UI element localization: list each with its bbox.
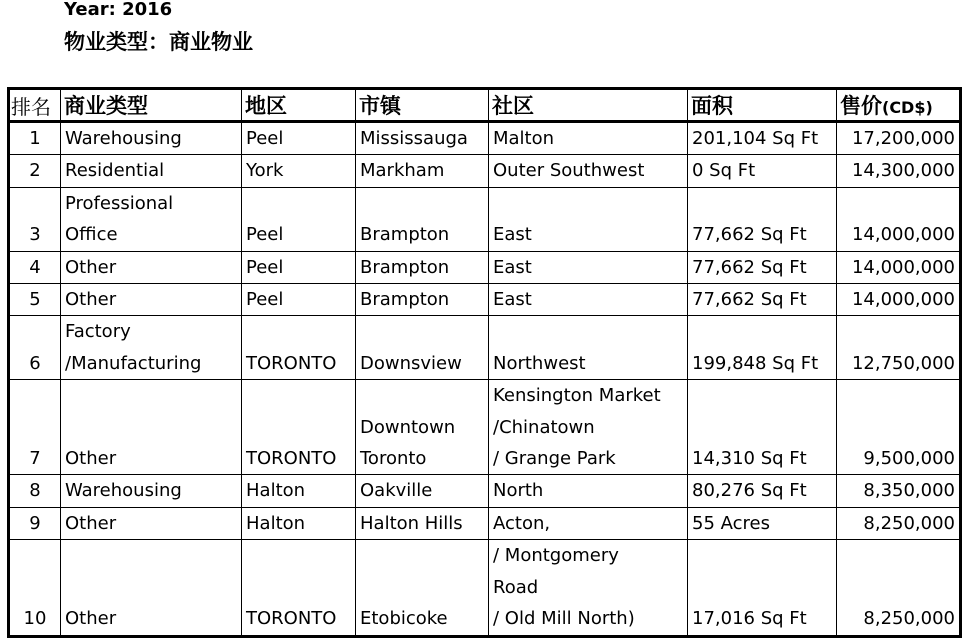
community-cell <box>489 380 688 475</box>
price-cell: 17,200,000 <box>837 122 961 155</box>
area-cell: 77,662 Sq Ft <box>688 187 837 251</box>
community-cell-line: Kensington Market <box>493 385 661 407</box>
community-cell <box>489 507 688 539</box>
town-cell <box>356 187 489 251</box>
community-cell <box>489 155 688 187</box>
price-cell: 8,250,000 <box>837 540 961 636</box>
region-cell: Peel <box>242 187 356 251</box>
business-type-cell-line: Other <box>65 256 117 278</box>
town-cell <box>356 284 489 316</box>
business-type-cell <box>61 284 242 316</box>
town-cell-line: Mississauga <box>360 128 468 149</box>
region-cell: Peel <box>242 284 356 316</box>
business-type-cell-line: Warehousing <box>65 480 182 502</box>
town-cell <box>356 507 489 539</box>
business-type-cell-line: Office <box>65 224 118 246</box>
rank-cell: 2 <box>9 155 61 187</box>
town-cell <box>356 475 489 507</box>
community-cell <box>489 316 688 380</box>
community-cell-line: Outer Southwest <box>493 160 645 182</box>
area-cell: 199,848 Sq Ft <box>688 316 837 380</box>
price-cell: 14,000,000 <box>837 251 961 283</box>
rank-cell: 9 <box>9 507 61 539</box>
town-cell-line: Downsview <box>360 352 462 374</box>
town-cell <box>356 155 489 187</box>
region-cell: York <box>242 155 356 187</box>
town-cell <box>356 251 489 283</box>
community-cell-line: Acton, <box>493 512 551 534</box>
table-row <box>9 507 961 539</box>
table-row <box>9 187 961 251</box>
price-cell: 14,000,000 <box>837 187 961 251</box>
town-cell-line: Halton Hills <box>360 512 463 534</box>
area-cell: 77,662 Sq Ft <box>688 251 837 283</box>
community-cell <box>489 475 688 507</box>
community-cell <box>489 284 688 316</box>
table-row <box>9 155 961 187</box>
business-type-cell-line: Factory <box>65 321 131 343</box>
town-cell-line: Downtown <box>360 416 456 438</box>
rank-cell: 1 <box>9 122 61 155</box>
community-cell <box>489 540 688 636</box>
business-type-cell-line: /Manufacturing <box>65 352 202 374</box>
town-cell-line: Toronto <box>360 448 427 470</box>
rank-cell: 6 <box>9 316 61 380</box>
table-header-row <box>9 89 961 122</box>
area-cell: 55 Acres <box>688 507 837 539</box>
column-header-rank: 排名 <box>9 89 61 122</box>
town-cell <box>356 122 489 155</box>
business-type-cell <box>61 540 242 636</box>
commercial-property-sales-table <box>7 87 962 638</box>
community-cell-line: East <box>493 224 532 246</box>
area-cell: 77,662 Sq Ft <box>688 284 837 316</box>
business-type-cell <box>61 122 242 155</box>
business-type-cell <box>61 380 242 475</box>
town-cell-line: Brampton <box>360 289 450 311</box>
town-cell-line: Oakville <box>360 480 433 502</box>
column-header-price <box>837 89 961 122</box>
community-cell-line: East <box>493 289 532 311</box>
rank-cell: 3 <box>9 187 61 251</box>
region-cell: Halton <box>242 475 356 507</box>
rank-cell: 4 <box>9 251 61 283</box>
community-cell-line: / Grange Park <box>493 448 616 470</box>
price-cell: 12,750,000 <box>837 316 961 380</box>
business-type-cell-line: Warehousing <box>65 128 182 149</box>
community-cell-line: North <box>493 480 544 502</box>
business-type-cell <box>61 187 242 251</box>
town-cell <box>356 380 489 475</box>
table-row <box>9 316 961 380</box>
rank-cell: 7 <box>9 380 61 475</box>
year-heading: Year: 2016 <box>64 0 173 20</box>
region-cell: Peel <box>242 251 356 283</box>
business-type-cell-line: Other <box>65 448 117 470</box>
business-type-cell <box>61 475 242 507</box>
business-type-cell-line: Other <box>65 512 117 534</box>
region-cell: Peel <box>242 122 356 155</box>
price-cell: 9,500,000 <box>837 380 961 475</box>
column-header-area: 面积 <box>688 89 837 122</box>
community-cell <box>489 122 688 155</box>
community-cell <box>489 187 688 251</box>
region-cell: TORONTO <box>242 316 356 380</box>
community-cell <box>489 251 688 283</box>
region-cell: TORONTO <box>242 540 356 636</box>
area-cell: 0 Sq Ft <box>688 155 837 187</box>
price-cell: 8,350,000 <box>837 475 961 507</box>
town-cell-line: Etobicoke <box>360 608 448 630</box>
business-type-cell-line: Other <box>65 608 117 630</box>
business-type-cell <box>61 155 242 187</box>
community-cell-line: /Chinatown <box>493 416 595 438</box>
community-cell-line: / Montgomery <box>493 545 619 567</box>
table-row <box>9 284 961 316</box>
rank-cell: 8 <box>9 475 61 507</box>
town-cell-line: Brampton <box>360 224 450 246</box>
rank-cell: 5 <box>9 284 61 316</box>
region-cell: TORONTO <box>242 380 356 475</box>
price-cell: 8,250,000 <box>837 507 961 539</box>
column-header-business-type: 商业类型 <box>61 89 242 122</box>
community-cell-line: Northwest <box>493 352 586 374</box>
community-cell-line: East <box>493 256 532 278</box>
column-header-region: 地区 <box>242 89 356 122</box>
business-type-cell <box>61 507 242 539</box>
area-cell: 14,310 Sq Ft <box>688 380 837 475</box>
price-currency-unit: (CD$) <box>882 98 933 117</box>
business-type-cell <box>61 316 242 380</box>
community-cell-line: / Old Mill North) <box>493 608 635 630</box>
community-cell-line: Road <box>493 576 539 598</box>
business-type-cell-line: Residential <box>65 160 165 182</box>
business-type-cell-line: Other <box>65 289 117 311</box>
price-cell: 14,000,000 <box>837 284 961 316</box>
business-type-cell <box>61 251 242 283</box>
column-header-town: 市镇 <box>356 89 489 122</box>
table-row <box>9 380 961 475</box>
area-cell: 80,276 Sq Ft <box>688 475 837 507</box>
price-cell: 14,300,000 <box>837 155 961 187</box>
business-type-cell-line: Professional <box>65 192 174 214</box>
town-cell-line: Brampton <box>360 256 450 278</box>
area-cell: 201,104 Sq Ft <box>688 122 837 155</box>
price-label: 售价 <box>840 94 882 118</box>
area-cell: 17,016 Sq Ft <box>688 540 837 636</box>
table-row <box>9 540 961 636</box>
table-row <box>9 122 961 155</box>
town-cell <box>356 540 489 636</box>
column-header-community: 社区 <box>489 89 688 122</box>
table-row <box>9 251 961 283</box>
rank-cell: 10 <box>9 540 61 636</box>
property-type-heading: 物业类型：商业物业 <box>64 30 253 54</box>
region-cell: Halton <box>242 507 356 539</box>
table-row <box>9 475 961 507</box>
town-cell <box>356 316 489 380</box>
town-cell-line: Markham <box>360 160 445 182</box>
community-cell-line: Malton <box>493 128 555 149</box>
